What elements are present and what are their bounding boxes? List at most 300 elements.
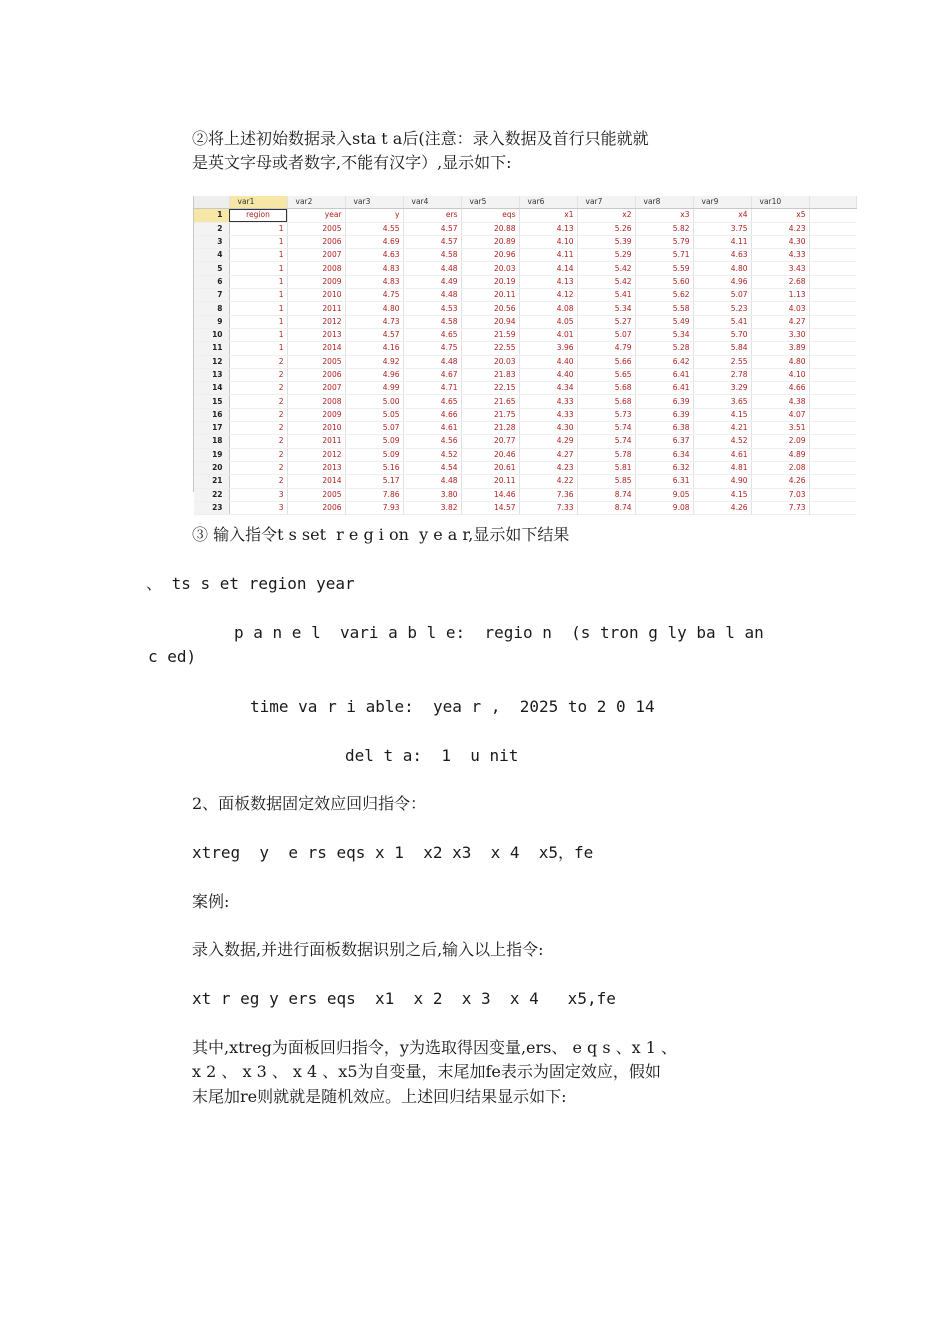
column-header-var8[interactable]: var8 xyxy=(635,196,693,209)
table-cell[interactable]: 4.48 xyxy=(403,289,461,302)
table-cell[interactable]: 21.65 xyxy=(461,395,519,408)
table-cell[interactable]: 3.80 xyxy=(403,488,461,501)
table-cell[interactable]: 5.34 xyxy=(635,328,693,341)
table-cell[interactable]: 4.52 xyxy=(693,435,751,448)
row-filler xyxy=(809,262,856,275)
table-cell[interactable]: 5.05 xyxy=(345,408,403,421)
row-number[interactable]: 8 xyxy=(194,302,229,315)
table-cell[interactable]: 4.30 xyxy=(519,422,577,435)
table-cell[interactable]: 5.42 xyxy=(577,262,635,275)
table-cell[interactable]: 3.96 xyxy=(519,342,577,355)
table-cell[interactable]: 4.55 xyxy=(345,222,403,235)
table-cell[interactable]: 4.56 xyxy=(403,435,461,448)
table-cell[interactable]: 1 xyxy=(229,315,287,328)
table-cell[interactable]: 4.54 xyxy=(403,461,461,474)
table-cell[interactable]: 5.00 xyxy=(345,395,403,408)
table-cell[interactable]: 4.27 xyxy=(519,448,577,461)
table-cell[interactable]: 20.88 xyxy=(461,222,519,235)
table-cell[interactable]: 4.11 xyxy=(693,235,751,248)
table-cell[interactable]: 4.13 xyxy=(519,222,577,235)
table-cell[interactable]: 1 xyxy=(229,328,287,341)
row-filler xyxy=(809,461,856,474)
table-cell[interactable]: 4.96 xyxy=(345,368,403,381)
table-cell[interactable]: 2.68 xyxy=(751,275,809,288)
column-header-var2[interactable]: var2 xyxy=(287,196,345,209)
table-cell[interactable]: 8.74 xyxy=(577,488,635,501)
table-cell[interactable]: 2006 xyxy=(287,501,345,514)
table-cell[interactable]: 5.81 xyxy=(577,461,635,474)
table-cell[interactable]: 2 xyxy=(229,435,287,448)
table-cell[interactable]: 5.59 xyxy=(635,262,693,275)
table-cell[interactable]: 4.58 xyxy=(403,249,461,262)
table-cell[interactable]: 1.13 xyxy=(751,289,809,302)
row-number[interactable]: 1 xyxy=(194,209,229,222)
table-cell[interactable]: 5.39 xyxy=(577,235,635,248)
table-cell[interactable]: 4.83 xyxy=(345,262,403,275)
table-cell[interactable]: 4.80 xyxy=(751,355,809,368)
table-cell[interactable]: 5.74 xyxy=(577,422,635,435)
table-cell[interactable]: 6.39 xyxy=(635,408,693,421)
table-cell[interactable]: 2005 xyxy=(287,222,345,235)
table-cell[interactable]: 4.38 xyxy=(751,395,809,408)
row-number[interactable]: 12 xyxy=(194,355,229,368)
table-cell[interactable]: 5.62 xyxy=(635,289,693,302)
table-cell[interactable]: 20.46 xyxy=(461,448,519,461)
row-filler xyxy=(809,435,856,448)
table-cell[interactable]: 2007 xyxy=(287,249,345,262)
table-cell[interactable]: 4.34 xyxy=(519,382,577,395)
table-cell[interactable]: 6.42 xyxy=(635,355,693,368)
table-cell[interactable]: 5.49 xyxy=(635,315,693,328)
table-cell[interactable]: 4.15 xyxy=(693,408,751,421)
table-row xyxy=(194,342,856,355)
table-cell[interactable]: 5.23 xyxy=(693,302,751,315)
table-cell[interactable]: 5.07 xyxy=(693,289,751,302)
table-cell[interactable]: 20.96 xyxy=(461,249,519,262)
table-cell[interactable]: 14.57 xyxy=(461,501,519,514)
table-cell[interactable]: 4.83 xyxy=(345,275,403,288)
explain-line-1: 其中,xtreg为面板回归指令，y为选取得因变量,ers、 e q s 、x 1 、 xyxy=(192,1038,677,1057)
row-number[interactable]: 18 xyxy=(194,435,229,448)
row-number[interactable]: 3 xyxy=(194,235,229,248)
table-cell[interactable]: 1 xyxy=(229,222,287,235)
table-cell[interactable]: x2 xyxy=(577,209,635,222)
table-cell[interactable]: 4.61 xyxy=(693,448,751,461)
table-row xyxy=(194,461,856,474)
table-cell[interactable]: 3.30 xyxy=(751,328,809,341)
row-number[interactable]: 14 xyxy=(194,382,229,395)
table-cell[interactable]: 4.33 xyxy=(519,408,577,421)
table-cell[interactable]: 4.75 xyxy=(345,289,403,302)
table-cell[interactable]: 9.05 xyxy=(635,488,693,501)
row-filler xyxy=(809,368,856,381)
table-cell[interactable]: 21.59 xyxy=(461,328,519,341)
table-cell[interactable]: 4.79 xyxy=(577,342,635,355)
table-cell[interactable]: 4.73 xyxy=(345,315,403,328)
table-cell[interactable]: 5.07 xyxy=(577,328,635,341)
table-cell[interactable]: 2 xyxy=(229,461,287,474)
table-cell[interactable]: 4.33 xyxy=(519,395,577,408)
table-cell[interactable]: ers xyxy=(403,209,461,222)
table-cell[interactable]: 1 xyxy=(229,249,287,262)
table-cell[interactable]: x1 xyxy=(519,209,577,222)
table-row xyxy=(194,448,856,461)
table-cell[interactable]: 2009 xyxy=(287,275,345,288)
table-cell[interactable]: 5.16 xyxy=(345,461,403,474)
table-cell[interactable]: 3.51 xyxy=(751,422,809,435)
table-cell[interactable]: 5.41 xyxy=(577,289,635,302)
table-cell[interactable]: 7.03 xyxy=(751,488,809,501)
table-cell[interactable]: 4.22 xyxy=(519,475,577,488)
table-cell[interactable]: 6.38 xyxy=(635,422,693,435)
table-cell[interactable]: 3.65 xyxy=(693,395,751,408)
table-cell[interactable]: 3.82 xyxy=(403,501,461,514)
row-number[interactable]: 23 xyxy=(194,501,229,514)
explain-line-2: x 2 、 x 3 、 x 4 、x5为自变量，末尾加fe表示为固定效应，假如 xyxy=(192,1062,661,1081)
table-cell[interactable]: 2007 xyxy=(287,382,345,395)
table-cell[interactable]: 4.52 xyxy=(403,448,461,461)
table-cell[interactable]: 5.82 xyxy=(635,222,693,235)
table-cell[interactable]: 5.58 xyxy=(635,302,693,315)
row-filler xyxy=(809,395,856,408)
row-filler xyxy=(809,342,856,355)
table-row xyxy=(194,408,856,421)
table-cell[interactable]: 7.73 xyxy=(751,501,809,514)
table-cell[interactable]: 2.09 xyxy=(751,435,809,448)
table-cell[interactable]: 5.26 xyxy=(577,222,635,235)
table-cell[interactable]: 4.03 xyxy=(751,302,809,315)
table-cell[interactable]: 5.68 xyxy=(577,382,635,395)
table-cell[interactable]: 2006 xyxy=(287,368,345,381)
table-cell[interactable]: 2 xyxy=(229,448,287,461)
table-cell[interactable]: 4.57 xyxy=(403,222,461,235)
table-cell[interactable]: region xyxy=(229,209,287,222)
table-cell[interactable]: 4.63 xyxy=(693,249,751,262)
table-cell[interactable]: 4.80 xyxy=(345,302,403,315)
table-cell[interactable]: 4.65 xyxy=(403,328,461,341)
table-cell[interactable]: 7.93 xyxy=(345,501,403,514)
table-cell[interactable]: 5.78 xyxy=(577,448,635,461)
table-cell[interactable]: 4.66 xyxy=(751,382,809,395)
table-cell[interactable]: 3.29 xyxy=(693,382,751,395)
table-cell[interactable]: 5.79 xyxy=(635,235,693,248)
table-cell[interactable]: 21.83 xyxy=(461,368,519,381)
table-cell[interactable]: 6.37 xyxy=(635,435,693,448)
table-cell[interactable]: 5.65 xyxy=(577,368,635,381)
table-cell[interactable]: 20.19 xyxy=(461,275,519,288)
table-cell[interactable]: 3.75 xyxy=(693,222,751,235)
table-cell[interactable]: 4.48 xyxy=(403,475,461,488)
panel-variable-wrap: c ed) xyxy=(148,647,197,666)
table-cell[interactable]: 2010 xyxy=(287,289,345,302)
table-cell[interactable]: 3 xyxy=(229,501,287,514)
table-cell[interactable]: 2005 xyxy=(287,488,345,501)
table-cell[interactable]: 21.75 xyxy=(461,408,519,421)
table-cell[interactable]: 2 xyxy=(229,475,287,488)
table-cell[interactable]: 5.28 xyxy=(635,342,693,355)
table-cell[interactable]: 2012 xyxy=(287,448,345,461)
table-cell[interactable]: 6.32 xyxy=(635,461,693,474)
table-cell[interactable]: 2 xyxy=(229,395,287,408)
table-cell[interactable]: 20.94 xyxy=(461,315,519,328)
table-cell[interactable]: 4.71 xyxy=(403,382,461,395)
table-cell[interactable]: 4.21 xyxy=(693,422,751,435)
table-cell[interactable]: 2 xyxy=(229,408,287,421)
row-number[interactable]: 11 xyxy=(194,342,229,355)
table-cell[interactable]: 2 xyxy=(229,382,287,395)
table-cell[interactable]: 5.09 xyxy=(345,435,403,448)
table-cell[interactable]: y xyxy=(345,209,403,222)
table-cell[interactable]: 1 xyxy=(229,235,287,248)
table-cell[interactable]: 5.71 xyxy=(635,249,693,262)
table-cell[interactable]: 20.03 xyxy=(461,262,519,275)
table-cell[interactable]: 4.26 xyxy=(751,475,809,488)
table-cell[interactable]: 4.99 xyxy=(345,382,403,395)
table-cell[interactable]: 4.12 xyxy=(519,289,577,302)
table-cell[interactable]: 4.07 xyxy=(751,408,809,421)
grid-body xyxy=(194,209,856,515)
table-cell[interactable]: 20.61 xyxy=(461,461,519,474)
table-cell[interactable]: 20.56 xyxy=(461,302,519,315)
row-filler xyxy=(809,222,856,235)
table-cell[interactable]: 4.57 xyxy=(403,235,461,248)
table-cell[interactable]: 20.77 xyxy=(461,435,519,448)
row-number[interactable]: 15 xyxy=(194,395,229,408)
table-cell[interactable]: 4.92 xyxy=(345,355,403,368)
row-filler xyxy=(809,382,856,395)
table-cell[interactable]: 6.34 xyxy=(635,448,693,461)
column-header-var6[interactable]: var6 xyxy=(519,196,577,209)
table-cell[interactable]: 2.78 xyxy=(693,368,751,381)
table-cell[interactable]: 22.55 xyxy=(461,342,519,355)
table-cell[interactable]: 4.10 xyxy=(519,235,577,248)
table-cell[interactable]: 20.11 xyxy=(461,289,519,302)
table-cell[interactable]: year xyxy=(287,209,345,222)
table-cell[interactable]: 4.23 xyxy=(751,222,809,235)
row-number[interactable]: 5 xyxy=(194,262,229,275)
table-cell[interactable]: 5.68 xyxy=(577,395,635,408)
table-cell[interactable]: 4.53 xyxy=(403,302,461,315)
table-cell[interactable]: 1 xyxy=(229,275,287,288)
row-number[interactable]: 10 xyxy=(194,328,229,341)
table-cell[interactable]: 1 xyxy=(229,302,287,315)
row-number[interactable]: 21 xyxy=(194,475,229,488)
table-cell[interactable]: 5.60 xyxy=(635,275,693,288)
row-number[interactable]: 19 xyxy=(194,448,229,461)
row-number[interactable]: 6 xyxy=(194,275,229,288)
table-cell[interactable]: 8.74 xyxy=(577,501,635,514)
row-filler xyxy=(809,501,856,514)
table-cell[interactable]: 4.61 xyxy=(403,422,461,435)
table-cell[interactable]: 5.34 xyxy=(577,302,635,315)
table-cell[interactable]: 4.63 xyxy=(345,249,403,262)
table-cell[interactable]: 3 xyxy=(229,488,287,501)
table-cell[interactable]: 4.90 xyxy=(693,475,751,488)
table-cell[interactable]: eqs xyxy=(461,209,519,222)
row-number[interactable]: 2 xyxy=(194,222,229,235)
table-cell[interactable]: 21.28 xyxy=(461,422,519,435)
table-cell[interactable]: 4.26 xyxy=(693,501,751,514)
table-cell[interactable]: 6.41 xyxy=(635,382,693,395)
table-row xyxy=(194,475,856,488)
column-header-var7[interactable]: var7 xyxy=(577,196,635,209)
table-cell[interactable]: 4.49 xyxy=(403,275,461,288)
table-cell[interactable]: 5.70 xyxy=(693,328,751,341)
table-cell[interactable]: 22.15 xyxy=(461,382,519,395)
table-cell[interactable]: 1 xyxy=(229,262,287,275)
row-number[interactable]: 17 xyxy=(194,422,229,435)
table-cell[interactable]: x5 xyxy=(751,209,809,222)
table-cell[interactable]: 4.16 xyxy=(345,342,403,355)
table-cell[interactable]: 14.46 xyxy=(461,488,519,501)
column-header-var5[interactable]: var5 xyxy=(461,196,519,209)
table-cell[interactable]: 5.66 xyxy=(577,355,635,368)
row-filler xyxy=(809,209,856,222)
table-cell[interactable]: 4.69 xyxy=(345,235,403,248)
table-cell[interactable]: 4.01 xyxy=(519,328,577,341)
table-cell[interactable]: 2 xyxy=(229,368,287,381)
table-cell[interactable]: 5.29 xyxy=(577,249,635,262)
table-cell[interactable]: 2 xyxy=(229,355,287,368)
table-row xyxy=(194,235,856,248)
table-cell[interactable]: 4.66 xyxy=(403,408,461,421)
table-cell[interactable]: 20.03 xyxy=(461,355,519,368)
table-cell[interactable]: 5.84 xyxy=(693,342,751,355)
table-cell[interactable]: 4.33 xyxy=(751,249,809,262)
case-description: 录入数据,并进行面板数据识别之后,输入以上指令: xyxy=(192,940,544,959)
table-cell[interactable]: 6.41 xyxy=(635,368,693,381)
table-cell[interactable]: 4.27 xyxy=(751,315,809,328)
table-cell[interactable]: 7.33 xyxy=(519,501,577,514)
table-cell[interactable]: 4.65 xyxy=(403,395,461,408)
table-cell[interactable]: 6.31 xyxy=(635,475,693,488)
table-cell[interactable]: 1 xyxy=(229,342,287,355)
table-cell[interactable]: 3.43 xyxy=(751,262,809,275)
table-cell[interactable]: 2014 xyxy=(287,342,345,355)
table-cell[interactable]: 4.10 xyxy=(751,368,809,381)
table-cell[interactable]: 3.89 xyxy=(751,342,809,355)
table-cell[interactable]: 5.41 xyxy=(693,315,751,328)
table-cell[interactable]: 2.08 xyxy=(751,461,809,474)
column-header-var3[interactable]: var3 xyxy=(345,196,403,209)
table-cell[interactable]: 4.89 xyxy=(751,448,809,461)
row-filler xyxy=(809,355,856,368)
table-cell[interactable]: 2011 xyxy=(287,302,345,315)
table-cell[interactable]: 2.55 xyxy=(693,355,751,368)
row-filler xyxy=(809,448,856,461)
table-cell[interactable]: 4.57 xyxy=(345,328,403,341)
table-row xyxy=(194,302,856,315)
table-cell[interactable]: 5.85 xyxy=(577,475,635,488)
table-cell[interactable]: 5.17 xyxy=(345,475,403,488)
table-cell[interactable]: 5.73 xyxy=(577,408,635,421)
row-number[interactable]: 4 xyxy=(194,249,229,262)
column-header-var1[interactable]: var1 xyxy=(229,196,287,209)
table-cell[interactable]: 4.23 xyxy=(519,461,577,474)
table-cell[interactable]: 4.13 xyxy=(519,275,577,288)
table-row xyxy=(194,488,856,501)
tsset-command: 、 ts s et region year xyxy=(146,574,355,593)
table-cell[interactable]: 2008 xyxy=(287,395,345,408)
table-cell[interactable]: 4.67 xyxy=(403,368,461,381)
table-cell[interactable]: 7.86 xyxy=(345,488,403,501)
table-cell[interactable]: 7.36 xyxy=(519,488,577,501)
row-number[interactable]: 22 xyxy=(194,488,229,501)
table-cell[interactable]: 2011 xyxy=(287,435,345,448)
column-header-row xyxy=(194,196,856,209)
table-cell[interactable]: 9.08 xyxy=(635,501,693,514)
table-cell[interactable]: 2006 xyxy=(287,235,345,248)
table-cell[interactable]: 5.42 xyxy=(577,275,635,288)
row-number[interactable]: 20 xyxy=(194,461,229,474)
table-cell[interactable]: 4.48 xyxy=(403,262,461,275)
table-cell[interactable]: 4.40 xyxy=(519,355,577,368)
table-cell[interactable]: 5.09 xyxy=(345,448,403,461)
table-cell[interactable]: 4.40 xyxy=(519,368,577,381)
table-cell[interactable]: 2013 xyxy=(287,461,345,474)
table-cell[interactable]: 5.07 xyxy=(345,422,403,435)
table-cell[interactable]: 5.27 xyxy=(577,315,635,328)
table-cell[interactable]: 4.11 xyxy=(519,249,577,262)
row-filler xyxy=(809,235,856,248)
row-number[interactable]: 9 xyxy=(194,315,229,328)
table-cell[interactable]: 4.15 xyxy=(693,488,751,501)
row-filler xyxy=(809,475,856,488)
table-cell[interactable]: x3 xyxy=(635,209,693,222)
corner-cell xyxy=(194,196,229,209)
table-cell[interactable]: 4.08 xyxy=(519,302,577,315)
table-cell[interactable]: 4.14 xyxy=(519,262,577,275)
row-number[interactable]: 13 xyxy=(194,368,229,381)
stata-data-editor xyxy=(193,196,856,512)
table-cell[interactable]: 2012 xyxy=(287,315,345,328)
table-cell[interactable]: 2013 xyxy=(287,328,345,341)
table-cell[interactable]: 4.81 xyxy=(693,461,751,474)
table-cell[interactable]: 20.11 xyxy=(461,475,519,488)
table-cell[interactable]: x4 xyxy=(693,209,751,222)
column-header-var4[interactable]: var4 xyxy=(403,196,461,209)
table-cell[interactable]: 2008 xyxy=(287,262,345,275)
table-cell[interactable]: 4.96 xyxy=(693,275,751,288)
row-number[interactable]: 7 xyxy=(194,289,229,302)
table-cell[interactable]: 2005 xyxy=(287,355,345,368)
table-cell[interactable]: 4.29 xyxy=(519,435,577,448)
table-cell[interactable]: 4.75 xyxy=(403,342,461,355)
row-filler xyxy=(809,275,856,288)
row-number[interactable]: 16 xyxy=(194,408,229,421)
table-cell[interactable]: 2009 xyxy=(287,408,345,421)
table-cell[interactable]: 1 xyxy=(229,289,287,302)
table-cell[interactable]: 4.30 xyxy=(751,235,809,248)
row-filler xyxy=(809,422,856,435)
table-cell[interactable]: 4.58 xyxy=(403,315,461,328)
table-cell[interactable]: 4.05 xyxy=(519,315,577,328)
table-cell[interactable]: 5.74 xyxy=(577,435,635,448)
table-cell[interactable]: 6.39 xyxy=(635,395,693,408)
intro-line-2: 是英文字母或者数字,不能有汉字）,显示如下: xyxy=(192,153,512,172)
column-header-var10[interactable]: var10 xyxy=(751,196,809,209)
table-row xyxy=(194,395,856,408)
row-filler xyxy=(809,328,856,341)
table-cell[interactable]: 2010 xyxy=(287,422,345,435)
table-cell[interactable]: 4.80 xyxy=(693,262,751,275)
table-cell[interactable]: 20.89 xyxy=(461,235,519,248)
table-cell[interactable]: 4.48 xyxy=(403,355,461,368)
table-cell[interactable]: 2 xyxy=(229,422,287,435)
column-header-var9[interactable]: var9 xyxy=(693,196,751,209)
table-row xyxy=(194,382,856,395)
table-cell[interactable]: 2014 xyxy=(287,475,345,488)
